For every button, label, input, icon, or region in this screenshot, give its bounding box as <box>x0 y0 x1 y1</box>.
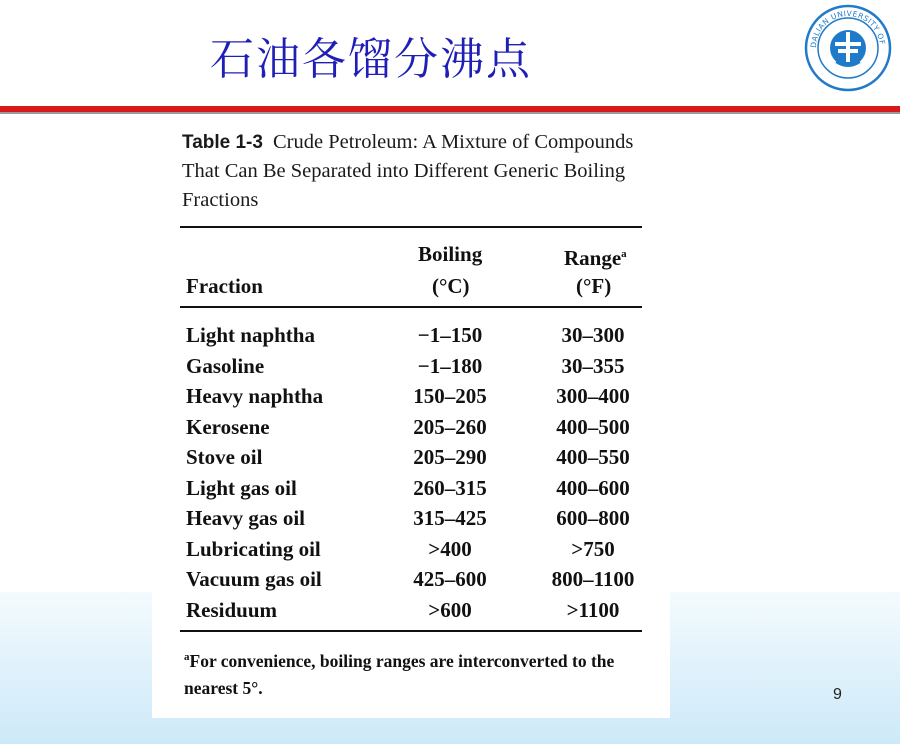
table-row <box>152 381 670 411</box>
table-figure <box>152 116 670 718</box>
university-logo-icon <box>804 4 892 92</box>
table-row <box>152 564 670 594</box>
page-number: 9 <box>833 686 842 703</box>
header-boiling: Boiling <box>418 242 483 266</box>
header-fahrenheit-unit: (°F) <box>576 274 612 298</box>
table-caption <box>182 128 652 215</box>
fraction-cell: Heavy naphtha <box>186 384 324 408</box>
table-row <box>152 503 670 533</box>
fahrenheit-cell: 400–550 <box>556 445 630 469</box>
celsius-cell: 425–600 <box>413 567 487 591</box>
table-row <box>152 595 670 625</box>
table-row <box>152 534 670 564</box>
celsius-cell: 205–290 <box>413 445 487 469</box>
header-fraction: Fraction <box>186 274 263 298</box>
fraction-cell: Kerosene <box>186 414 270 439</box>
table-bottom-rule <box>180 630 642 632</box>
fahrenheit-cell: 30–300 <box>561 323 625 347</box>
fahrenheit-cell: 800–1100 <box>551 567 635 591</box>
fahrenheit-cell: 400–500 <box>556 414 630 439</box>
fraction-cell: Gasoline <box>186 353 265 378</box>
celsius-cell: 315–425 <box>413 506 487 530</box>
header-range <box>564 242 627 270</box>
footnote-marker: a <box>184 651 190 663</box>
footnote-text: For convenience, boiling ranges are interconverted to the nearest 5°. <box>184 650 615 698</box>
table-row <box>152 351 670 381</box>
header-celsius-unit: (°C) <box>432 274 470 298</box>
celsius-cell: >600 <box>428 597 472 622</box>
table-row <box>152 320 670 350</box>
header-range-text: Range <box>564 246 622 270</box>
fraction-cell: Light gas oil <box>186 475 297 500</box>
fraction-cell: Light naphtha <box>186 323 315 347</box>
table-row <box>152 473 670 503</box>
fahrenheit-cell: >1100 <box>566 597 620 622</box>
title-divider-shadow <box>0 112 900 114</box>
fahrenheit-cell: 600–800 <box>556 506 630 530</box>
celsius-cell: −1–150 <box>417 323 483 347</box>
fraction-cell: Vacuum gas oil <box>186 567 322 591</box>
celsius-cell: 260–315 <box>413 475 487 500</box>
celsius-cell: 150–205 <box>413 384 487 408</box>
celsius-cell: 205–260 <box>413 414 487 439</box>
fraction-cell: Residuum <box>186 597 278 622</box>
fraction-cell: Stove oil <box>186 445 263 469</box>
celsius-cell: >400 <box>428 536 472 561</box>
fahrenheit-cell: 300–400 <box>556 384 630 408</box>
table-footnote <box>184 644 654 702</box>
table-caption-text: Crude Petroleum: A Mixture of Compounds That Can Be Separated into Different Generic Boiling Fractions <box>182 131 634 211</box>
fraction-cell: Heavy gas oil <box>186 506 305 530</box>
fraction-cell: Lubricating oil <box>186 536 321 561</box>
table-row <box>152 442 670 472</box>
celsius-cell: −1–180 <box>417 353 483 378</box>
table-label: Table 1-3 <box>182 132 263 153</box>
fahrenheit-cell: >750 <box>571 536 615 561</box>
header-range-marker: a <box>621 248 627 260</box>
logo-ring-text: DALIAN UNIVERSITY OF <box>808 8 887 49</box>
slide-title: 石油各馏分沸点 <box>210 34 532 85</box>
fahrenheit-cell: 30–355 <box>561 353 625 378</box>
table-top-rule <box>180 226 642 228</box>
table-row <box>152 412 670 442</box>
table-header-rule <box>180 306 642 308</box>
fahrenheit-cell: 400–600 <box>556 475 630 500</box>
